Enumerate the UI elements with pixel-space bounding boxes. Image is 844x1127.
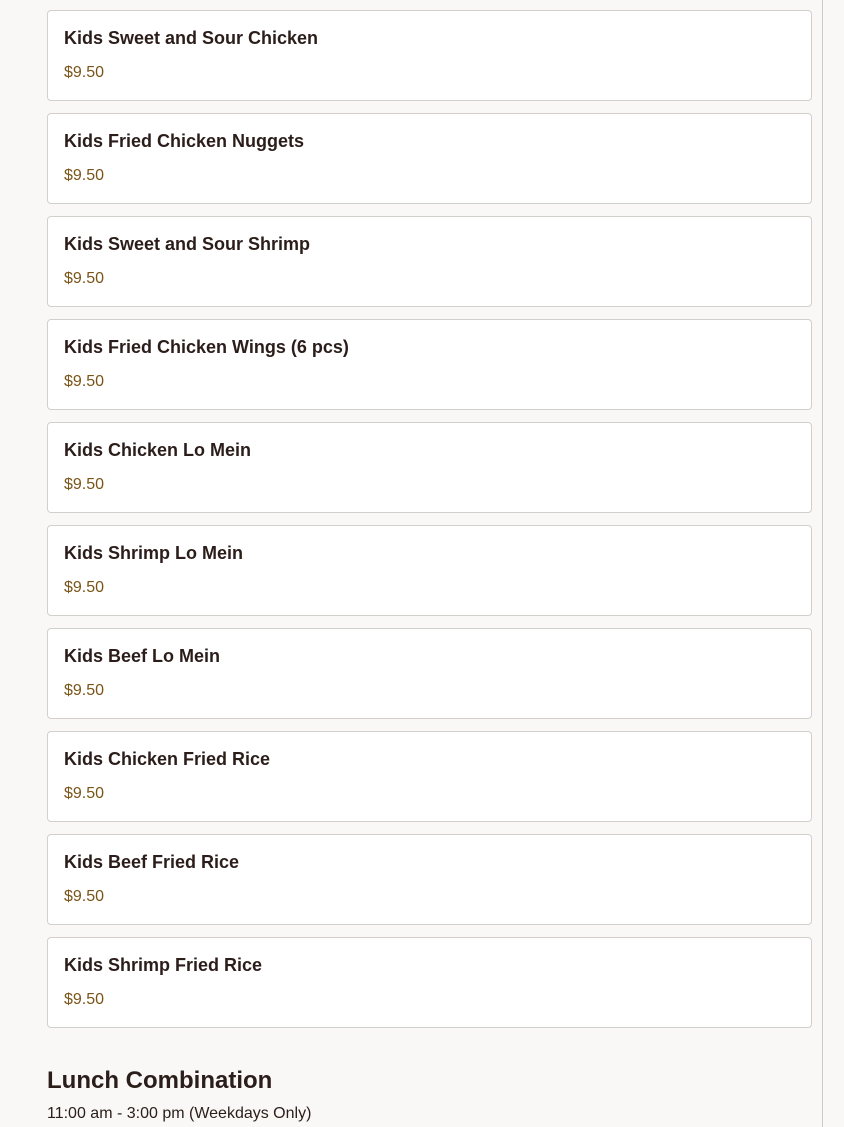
section-title: Lunch Combination <box>47 1067 273 1094</box>
menu-item-card[interactable] <box>47 834 812 925</box>
menu-item-price: $9.50 <box>64 64 105 81</box>
menu-item-price: $9.50 <box>64 270 105 287</box>
page-right-border <box>822 0 823 1127</box>
menu-item-card[interactable] <box>47 628 812 719</box>
menu-item-name: Kids Chicken Fried Rice <box>64 749 271 769</box>
menu-item-card[interactable] <box>47 937 812 1028</box>
menu-item-name: Kids Sweet and Sour Chicken <box>64 28 319 48</box>
menu-item-name: Kids Chicken Lo Mein <box>64 440 252 460</box>
menu-item-price: $9.50 <box>64 476 105 493</box>
section-hours: 11:00 am - 3:00 pm (Weekdays Only) <box>47 1105 312 1122</box>
menu-item-price: $9.50 <box>64 167 105 184</box>
menu-item-name: Kids Shrimp Fried Rice <box>64 955 263 975</box>
menu-item-name: Kids Beef Lo Mein <box>64 646 221 666</box>
menu-item-price: $9.50 <box>64 888 105 905</box>
menu-item-name: Kids Shrimp Lo Mein <box>64 543 244 563</box>
menu-item-price: $9.50 <box>64 682 105 699</box>
lunch-combination-section <box>47 1066 812 1124</box>
menu-item-card[interactable] <box>47 10 812 101</box>
menu-item-price: $9.50 <box>64 579 105 596</box>
menu-item-card[interactable] <box>47 731 812 822</box>
menu-item-price: $9.50 <box>64 991 105 1008</box>
menu-item-price: $9.50 <box>64 373 105 390</box>
menu-item-name: Kids Fried Chicken Nuggets <box>64 131 305 151</box>
menu-item-card[interactable] <box>47 216 812 307</box>
menu-item-name: Kids Beef Fried Rice <box>64 852 240 872</box>
menu-item-card[interactable] <box>47 422 812 513</box>
menu-item-card[interactable] <box>47 525 812 616</box>
menu-item-price: $9.50 <box>64 785 105 802</box>
menu-item-card[interactable] <box>47 113 812 204</box>
menu-item-card[interactable] <box>47 319 812 410</box>
kids-menu-item-list <box>47 10 812 1040</box>
menu-item-name: Kids Fried Chicken Wings (6 pcs) <box>64 337 349 357</box>
menu-item-name: Kids Sweet and Sour Shrimp <box>64 234 311 254</box>
